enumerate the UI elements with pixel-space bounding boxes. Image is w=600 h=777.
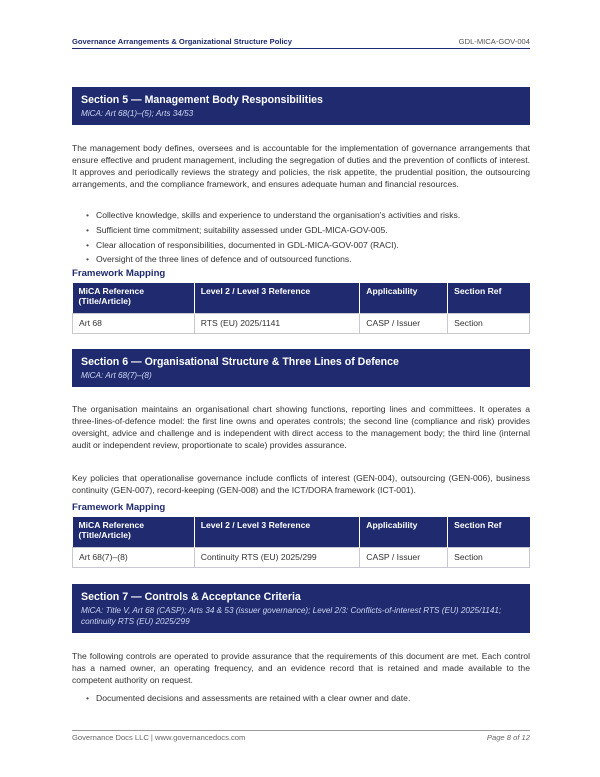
list-item: • Clear allocation of responsibilities, documented in GDL-MICA-GOV-007 (RACI). xyxy=(86,239,399,250)
footer-divider xyxy=(72,730,530,731)
section-7-subtitle: MiCA: Title V, Art 68 (CASP); Arts 34 & 53 (issuer governance); Level 2/3: Conflicts-of-interest RTS (EU) 2025/1141; continuity RTS (EU) 2025/299 xyxy=(81,606,502,626)
list-item: • Collective knowledge, skills and experience to understand the organisation's activities and risks. xyxy=(86,210,461,220)
table-cell: RTS (EU) 2025/1141 xyxy=(194,313,360,333)
section-6-subtitle: MiCA: Art 68(7)–(8) xyxy=(81,371,152,380)
list-item: • Documented decisions and assessments are retained with a clear owner and date. xyxy=(86,693,411,703)
table-cell: Section xyxy=(448,313,530,333)
section-7-banner xyxy=(72,584,530,633)
column-header: Applicability xyxy=(360,517,448,547)
table-header-row xyxy=(73,517,530,547)
table-cell: CASP / Issuer xyxy=(360,313,448,333)
section-7-paragraph: The following controls are operated to provide assurance that the requirements of this document are met. Each control has a named owner, an operating frequency, and an evidence record that is retained and made available to the competent authority on request. xyxy=(72,651,530,685)
section-6-paragraph-1: The organisation maintains an organisational chart showing functions, reporting lines and committees. It operates a three-lines-of-defence model: the first line owns and operates controls; the second line (compliance and risk) provides oversight, advice and challenge and is independent with direct access to the management body; the third line (internal audit or independent review, proportionate to scale) provides assurance. xyxy=(72,404,530,450)
bullet-icon: • xyxy=(86,239,90,250)
column-header: Section Ref xyxy=(448,283,530,313)
table-cell: CASP / Issuer xyxy=(360,547,448,567)
bullet-icon: • xyxy=(86,210,90,220)
section-6-banner xyxy=(72,349,530,387)
table-header-row xyxy=(73,283,530,313)
section-5-title: Section 5 — Management Body Responsibilities xyxy=(81,94,323,106)
section-6-framework-label: Framework Mapping xyxy=(72,502,166,513)
page-header xyxy=(72,34,530,48)
bullet-icon: • xyxy=(86,693,90,703)
list-item: • Sufficient time commitment; suitability assessed under GDL-MICA-GOV-005. xyxy=(86,224,388,235)
section-6-paragraph-2: Key policies that operationalise governance include conflicts of interest (GEN-004), outsourcing (GEN-006), business continuity (GEN-007), record-keeping (GEN-008) and the ICT/DORA framework (ICT-001). xyxy=(72,473,530,495)
table-cell: Art 68 xyxy=(73,313,195,333)
page-footer xyxy=(72,733,530,742)
document-id: GDL-MICA-GOV-004 xyxy=(458,36,530,46)
list-item: • Oversight of the three lines of defence and of outsourced functions. xyxy=(86,254,352,265)
table-row xyxy=(73,547,530,567)
column-header: MiCA Reference (Title/Article) xyxy=(73,517,195,547)
column-header: Level 2 / Level 3 Reference xyxy=(194,283,360,313)
bullet-icon: • xyxy=(86,224,90,235)
column-header: Section Ref xyxy=(448,517,530,547)
page-number: Page 8 of 12 xyxy=(486,733,530,742)
section-5-framework-label: Framework Mapping xyxy=(72,268,166,279)
table-cell: Art 68(7)–(8) xyxy=(73,547,195,567)
header-divider xyxy=(72,48,530,49)
footer-company: Governance Docs LLC | www.governancedocs.com xyxy=(72,733,246,742)
table-cell: Continuity RTS (EU) 2025/299 xyxy=(194,547,360,567)
section-5-banner xyxy=(72,87,530,125)
section-6-framework-table xyxy=(72,517,530,568)
column-header: Level 2 / Level 3 Reference xyxy=(194,517,360,547)
column-header: MiCA Reference (Title/Article) xyxy=(73,283,195,313)
section-5-framework-table xyxy=(72,283,530,334)
column-header: Applicability xyxy=(360,283,448,313)
section-6-title: Section 6 — Organisational Structure & Three Lines of Defence xyxy=(81,356,399,368)
section-5-subtitle: MiCA: Art 68(1)–(5); Arts 34/53 xyxy=(81,109,194,118)
section-7-bullet-list xyxy=(86,692,530,707)
document-title: Governance Arrangements & Organizational Structure Policy xyxy=(72,36,292,46)
table-cell: Section xyxy=(448,547,530,567)
section-7-title: Section 7 — Controls & Acceptance Criteria xyxy=(81,591,301,603)
table-row xyxy=(73,313,530,333)
section-5-paragraph: The management body defines, oversees and is accountable for the implementation of governance arrangements that ensure effective and prudent management, including the segregation of duties and the prevention of conflicts of interest. It approves and periodically reviews the strategy and policies, the risk appetite, the prudential position, the outsourcing arrangements, and the compliance framework, and ensures adequate human and financial resources. xyxy=(72,143,530,189)
section-5-bullet-list xyxy=(86,209,530,268)
bullet-icon: • xyxy=(86,254,90,265)
